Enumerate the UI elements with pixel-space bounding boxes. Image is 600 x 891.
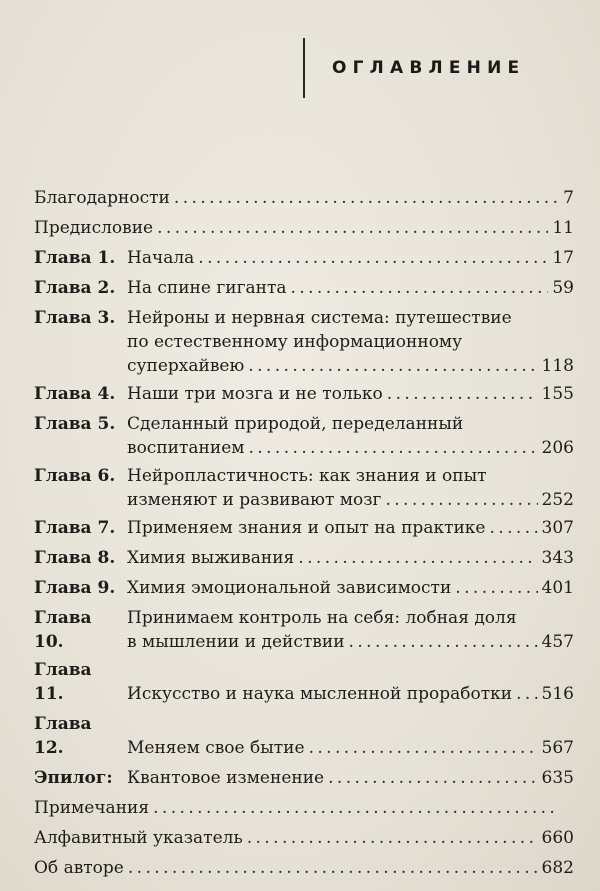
toc-entry-body [127, 576, 574, 600]
dot-leader [128, 856, 538, 880]
dot-leader [328, 766, 537, 790]
toc-page-number: 11 [552, 218, 574, 238]
toc-chapter-label: Глава 12. [34, 714, 92, 758]
toc-title-lastline [127, 246, 574, 270]
toc-title-lastline [127, 546, 574, 570]
toc-title-lastline [127, 276, 574, 300]
toc-entry-body [127, 382, 574, 406]
toc-entry [34, 216, 574, 240]
toc-title-lastline [127, 766, 574, 790]
toc-title-lastline [34, 796, 574, 820]
toc-title-lastline [127, 576, 574, 600]
toc-page-number: 307 [541, 518, 574, 538]
toc-page-number: 7 [563, 188, 574, 208]
toc-title-text: в мышлении и действии [127, 632, 345, 652]
table-of-contents [34, 186, 574, 886]
toc-title-text: На спине гиганта [127, 278, 287, 298]
toc-page-number: 457 [541, 632, 574, 652]
toc-title-lastline [34, 186, 574, 210]
toc-entry [34, 796, 574, 820]
dot-leader [291, 276, 549, 300]
toc-entry [34, 412, 574, 460]
toc-entry [34, 826, 574, 850]
toc-page-number: 516 [541, 684, 574, 704]
toc-title-lastline [127, 354, 574, 378]
toc-entry [34, 276, 574, 300]
toc-chapter-label: Глава 5. [34, 414, 116, 434]
dot-leader [198, 246, 548, 270]
dot-leader [174, 186, 558, 210]
toc-page-number: 17 [552, 248, 574, 268]
page-title: ОГЛАВЛЕНИЕ [332, 58, 526, 78]
toc-entry-body [127, 306, 574, 378]
toc-entry [34, 856, 574, 880]
toc-title-text: Меняем свое бытие [127, 738, 305, 758]
toc-entry-body [34, 216, 574, 240]
toc-entry [34, 606, 574, 654]
toc-chapter-label: Глава 9. [34, 578, 116, 598]
toc-entry [34, 546, 574, 570]
toc-chapter-label: Глава 11. [34, 660, 92, 704]
toc-entry-body [127, 516, 574, 540]
toc-page-number: 660 [541, 828, 574, 848]
dot-leader [153, 796, 558, 820]
toc-entry [34, 766, 574, 790]
toc-chapter-label: Глава 7. [34, 518, 116, 538]
toc-title-lastline [34, 216, 574, 240]
toc-title-line: Нейропластичность: как знания и опыт [127, 466, 487, 486]
toc-entry-body [34, 826, 574, 850]
toc-entry [34, 382, 574, 406]
toc-chapter-label: Глава 10. [34, 608, 92, 652]
toc-title-lastline [127, 382, 574, 406]
toc-title-line: Принимаем контроль на себя: лобная доля [127, 608, 517, 628]
toc-chapter-label: Глава 1. [34, 248, 116, 268]
toc-chapter-label: Глава 6. [34, 466, 116, 486]
toc-title-text: Начала [127, 248, 195, 268]
toc-title-lastline [127, 682, 574, 706]
toc-entry-body [34, 796, 574, 820]
header-divider [303, 38, 305, 98]
dot-leader [298, 546, 537, 570]
toc-page-number: 206 [541, 438, 574, 458]
dot-leader [247, 826, 538, 850]
toc-entry [34, 658, 574, 706]
toc-title-line: Нейроны и нервная система: путешествие [127, 308, 512, 328]
toc-entry-body [127, 736, 574, 760]
toc-chapter-label: Глава 2. [34, 278, 116, 298]
toc-page-number: 401 [541, 578, 574, 598]
toc-title-lastline [127, 436, 574, 460]
toc-entry-body [127, 606, 574, 654]
dot-leader [490, 516, 538, 540]
toc-title-text: Примечания [34, 798, 150, 818]
toc-page-number: 567 [541, 738, 574, 758]
dot-leader [387, 382, 538, 406]
toc-entry [34, 464, 574, 512]
toc-page-number: 59 [552, 278, 574, 298]
toc-entry [34, 306, 574, 378]
toc-title-text: изменяют и развивают мозг [127, 490, 382, 510]
toc-title-text: Наши три мозга и не только [127, 384, 383, 404]
toc-chapter-label: Глава 4. [34, 384, 116, 404]
toc-title-line: Сделанный природой, переделанный [127, 414, 464, 434]
toc-entry [34, 576, 574, 600]
toc-chapter-label: Эпилог: [34, 768, 113, 788]
toc-entry [34, 246, 574, 270]
toc-entry-body [34, 856, 574, 880]
toc-page-number: 343 [541, 548, 574, 568]
toc-entry-body [127, 246, 574, 270]
dot-leader [455, 576, 537, 600]
toc-title-lastline [34, 856, 574, 880]
dot-leader [309, 736, 538, 760]
toc-page-number: 252 [541, 490, 574, 510]
toc-title-text: Благодарности [34, 188, 170, 208]
toc-entry [34, 712, 574, 760]
toc-title-lastline [34, 826, 574, 850]
toc-page-number: 118 [541, 356, 574, 376]
toc-title-text: Предисловие [34, 218, 154, 238]
toc-entry-body [127, 766, 574, 790]
toc-entry-body [127, 464, 574, 512]
toc-title-lastline [127, 488, 574, 512]
toc-entry-body [127, 412, 574, 460]
toc-title-text: Алфавитный указатель [34, 828, 243, 848]
dot-leader [248, 436, 537, 460]
toc-entry [34, 516, 574, 540]
toc-title-lastline [127, 736, 574, 760]
toc-title-text: Об авторе [34, 858, 124, 878]
dot-leader [157, 216, 548, 240]
toc-entry-body [127, 682, 574, 706]
dot-leader [248, 354, 537, 378]
toc-title-text: Квантовое изменение [127, 768, 325, 788]
toc-entry-body [34, 186, 574, 210]
toc-entry [34, 186, 574, 210]
toc-title-text: Химия выживания [127, 548, 295, 568]
toc-title-text: воспитанием [127, 438, 245, 458]
toc-title-text: Применяем знания и опыт на практике [127, 518, 486, 538]
toc-chapter-label: Глава 3. [34, 308, 116, 328]
toc-entry-body [127, 546, 574, 570]
dot-leader [349, 630, 538, 654]
toc-page-number: 682 [541, 858, 574, 878]
toc-page-number: 155 [541, 384, 574, 404]
toc-title-lastline [127, 516, 574, 540]
dot-leader [516, 682, 537, 706]
toc-title-lastline [127, 630, 574, 654]
toc-title-text: Искусство и наука мысленной проработки [127, 684, 513, 704]
toc-entry-body [127, 276, 574, 300]
toc-page-number: 635 [541, 768, 574, 788]
toc-title-text: суперхайвею [127, 356, 245, 376]
toc-title-text: Химия эмоциональной зависимости [127, 578, 452, 598]
dot-leader [385, 488, 537, 512]
toc-chapter-label: Глава 8. [34, 548, 116, 568]
toc-title-line: по естественному информационному [127, 332, 463, 352]
